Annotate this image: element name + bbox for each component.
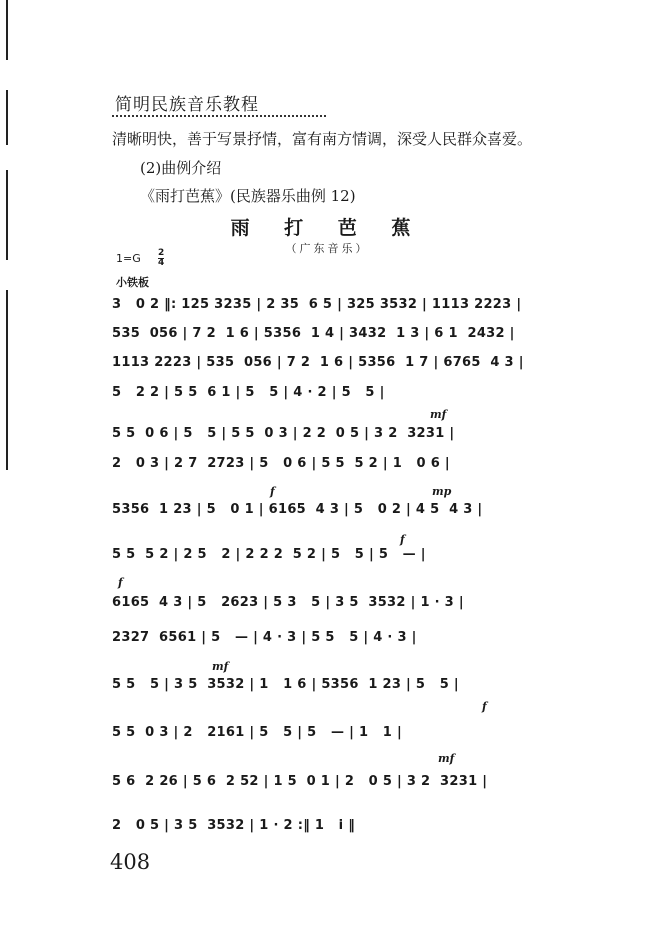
dynamic-mark: mf [212, 660, 229, 673]
score-row: 5 5 0 3 | 2 2161 | 5 5 | 5 — | 1 1 | [112, 725, 403, 740]
score-row: 3 0 2 ‖: 125 3235 | 2 35 6 5 | 325 3532 | 1113 2223 | [112, 297, 522, 312]
score-row: 5 5 5 | 3 5 3532 | 1 1 6 | 5356 1 23 | 5 5 | [112, 677, 459, 692]
time-signature [158, 249, 164, 268]
score-row: 5 5 5 2 | 2 5 2 | 2 2 2 5 2 | 5 5 | 5 — | [112, 547, 426, 562]
dynamic-mark: f [400, 533, 405, 546]
score-row: 5 6 2 26 | 5 6 2 52 | 1 5 0 1 | 2 0 5 | 3 2 3231 | [112, 774, 488, 789]
instrument-label: 小铁板 [116, 276, 149, 289]
score-row: 5 5 0 6 | 5 5 | 5 5 0 3 | 2 2 0 5 | 3 2 3231 | [112, 426, 455, 441]
page-edge-mark [6, 0, 8, 60]
header-rule [112, 115, 326, 117]
dynamic-mark: f [270, 485, 275, 498]
dynamic-mark: mf [438, 752, 455, 765]
score-row: 5356 1 23 | 5 0 1 | 6165 4 3 | 5 0 2 | 4 5 4 3 | [112, 502, 483, 517]
score-row: 6165 4 3 | 5 2623 | 5 3 5 | 3 5 3532 | 1 · 3 | [112, 595, 464, 610]
page-edge-mark [6, 290, 8, 470]
score-row: 5 2 2 | 5 5 6 1 | 5 5 | 4 · 2 | 5 5 | [112, 385, 385, 400]
score-row: 1113 2223 | 535 056 | 7 2 1 6 | 5356 1 7 | 6765 4 3 | [112, 355, 524, 370]
score-row: 535 056 | 7 2 1 6 | 5356 1 4 | 3432 1 3 | 6 1 2432 | [112, 326, 515, 341]
paragraph-line-3: 《雨打芭蕉》(民族器乐曲例 12) [140, 187, 356, 205]
score-row: 2 0 5 | 3 5 3532 | 1 · 2 :‖ 1 i ‖ [112, 818, 356, 833]
paragraph-line-2: (2)曲例介绍 [140, 159, 222, 177]
time-signature-bottom: 4 [158, 258, 165, 268]
dynamic-mark: f [482, 700, 487, 713]
score-row: 2327 6561 | 5 — | 4 · 3 | 5 5 5 | 4 · 3 | [112, 630, 417, 645]
page-edge-mark [6, 90, 8, 145]
score-subtitle: （广东音乐） [285, 242, 370, 255]
paragraph-line-1: 清晰明快，善于写景抒情，富有南方情调，深受人民群众喜爱。 [112, 130, 533, 148]
dynamic-mark: f [118, 576, 123, 589]
score-row: 2 0 3 | 2 7 2723 | 5 0 6 | 5 5 5 2 | 1 0 6 | [112, 456, 450, 471]
dynamic-mark: mf [430, 408, 447, 421]
score-title: 雨 打 芭 蕉 [230, 217, 425, 239]
time-signature-top: 2 [158, 248, 165, 258]
running-head: 简明民族音乐教程 [115, 95, 259, 115]
dynamic-mark: mp [432, 485, 452, 498]
page-number: 408 [110, 850, 151, 874]
key-signature: 1=G [116, 252, 141, 265]
